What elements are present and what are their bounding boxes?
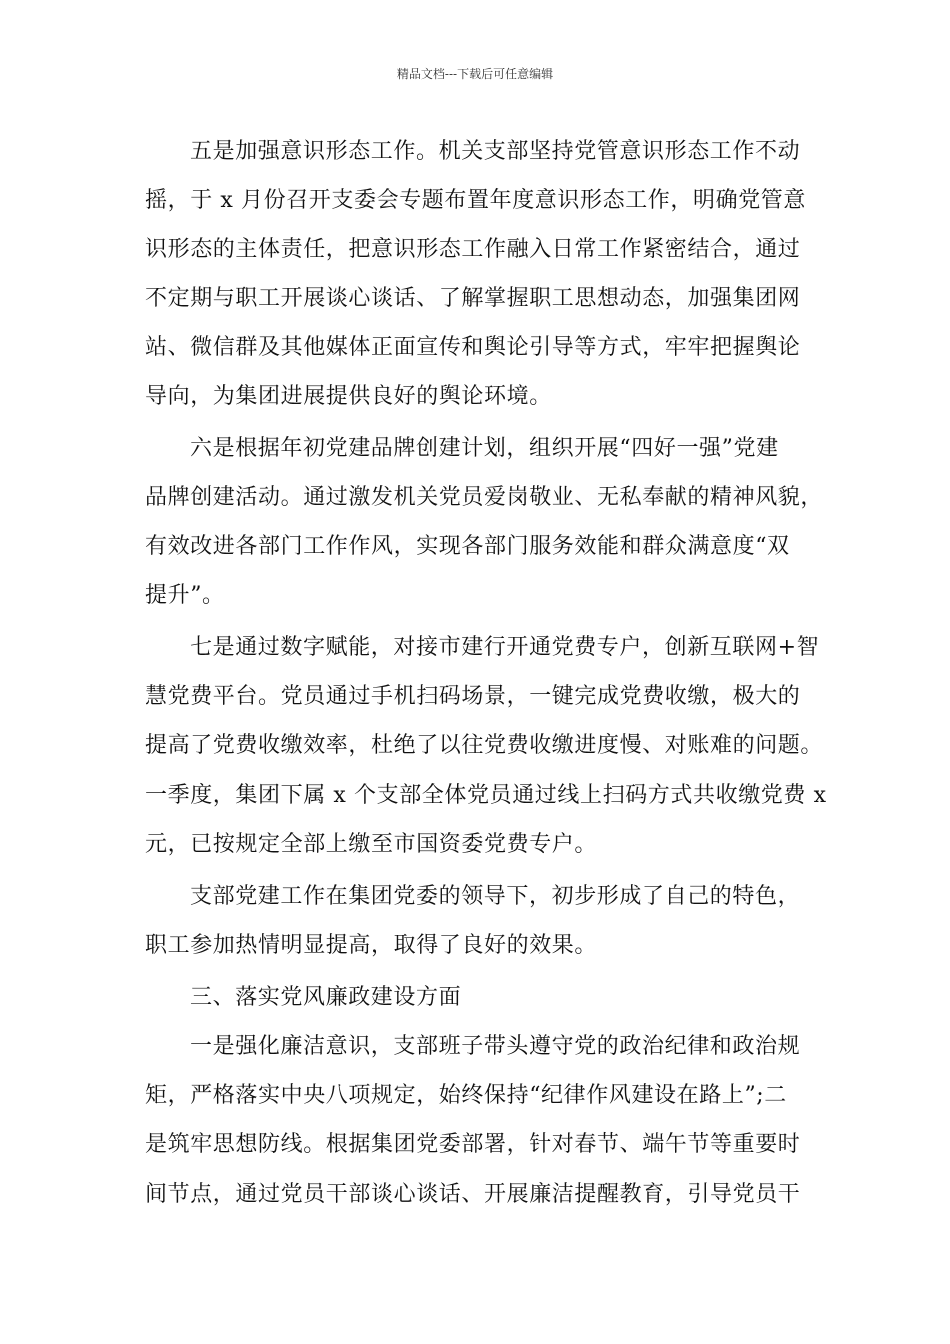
paragraph-line: 慧党费平台。党员通过手机扫码场景，一键完成党费收缴，极大的 — [145, 684, 801, 709]
paragraph-line: 矩，严格落实中央八项规定，始终保持“纪律作风建设在路上”;二 — [145, 1083, 787, 1108]
paragraph-line: 五是加强意识形态工作。机关支部坚持党管意识形态工作不动 — [190, 139, 801, 164]
paragraph-line: 支部党建工作在集团党委的领导下，初步形成了自己的特色， — [190, 884, 801, 909]
paragraph-line: 有效改进各部门工作作风，实现各部门服务效能和群众满意度“双 — [145, 534, 790, 559]
paragraph-line: 一是强化廉洁意识，支部班子带头遵守党的政治纪律和政治规 — [190, 1034, 801, 1059]
paragraph-line: 七是通过数字赋能，对接市建行开通党费专户，创新互联网+智 — [190, 635, 820, 660]
paragraph-line: 站、微信群及其他媒体正面宣传和舆论引导等方式，牢牢把握舆论 — [145, 335, 801, 360]
paragraph-line: 一季度，集团下属 x 个支部全体党员通过线上扫码方式共收缴党费 x — [145, 783, 827, 808]
paragraph-line: 提高了党费收缴效率，杜绝了以往党费收缴进度慢、对账难的问题。 — [145, 733, 824, 758]
paragraph-line: 导向，为集团进展提供良好的舆论环境。 — [145, 384, 552, 409]
page-header: 精品文档---下载后可任意编辑 — [396, 67, 554, 81]
paragraph-line: 提升”。 — [145, 583, 225, 608]
paragraph-line: 是筑牢思想防线。根据集团党委部署，针对春节、端午节等重要时 — [145, 1132, 801, 1157]
paragraph-line: 不定期与职工开展谈心谈话、了解掌握职工思想动态，加强集团网 — [145, 286, 801, 311]
paragraph-line: 元，已按规定全部上缴至市国资委党费专户。 — [145, 832, 598, 857]
paragraph-line: 品牌创建活动。通过激发机关党员爱岗敬业、无私奉献的精神风貌， — [145, 485, 824, 510]
paragraph-line: 摇，于 x 月份召开支委会专题布置年度意识形态工作，明确党管意 — [145, 188, 806, 213]
paragraph-line: 六是根据年初党建品牌创建计划，组织开展“四好一强”党建 — [190, 436, 779, 461]
section-heading: 三、落实党风廉政建设方面 — [190, 985, 462, 1010]
paragraph-line: 识形态的主体责任，把意识形态工作融入日常工作紧密结合，通过 — [145, 237, 801, 262]
paragraph-line: 间节点，通过党员干部谈心谈话、开展廉洁提醒教育，引导党员干 — [145, 1182, 801, 1207]
paragraph-line: 职工参加热情明显提高，取得了良好的效果。 — [145, 933, 598, 958]
